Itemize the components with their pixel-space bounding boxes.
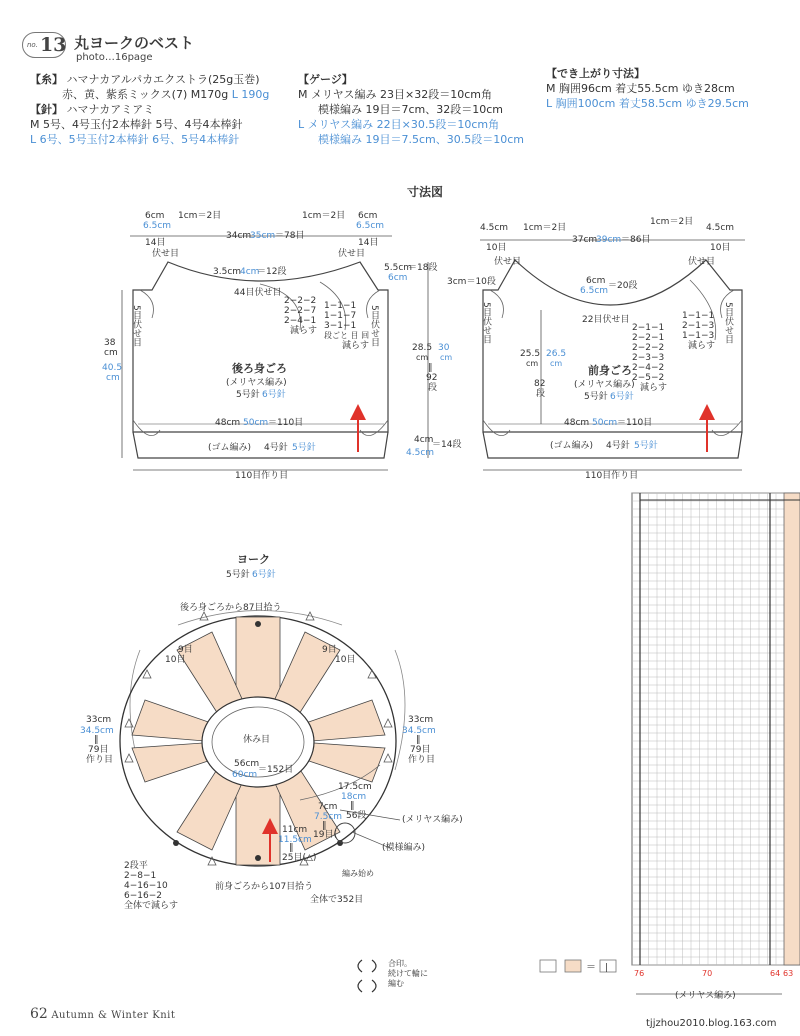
watermark: tjjzhou2010.blog.163.com xyxy=(646,1018,777,1029)
chart-stockinette-label: (メリヤス編み) xyxy=(675,991,736,1001)
yoke-right-m: 33cm xyxy=(408,715,434,725)
needle-m: M 5号、4号玉付2本棒針 5号、4号4本棒針 xyxy=(30,118,243,131)
front-dec-a1: 2−1−1 xyxy=(632,323,665,333)
back-width-sts: ＝78目 xyxy=(275,231,305,241)
yoke-stockinette-label: (メリヤス編み) xyxy=(402,815,463,825)
back-neck-dec-rows: ＝12段 xyxy=(257,267,287,277)
back-dec-a3: 2−4−1 xyxy=(284,316,317,326)
mid-rows: 92 xyxy=(426,373,438,383)
chart-col-63: 63 xyxy=(783,969,794,978)
front-bindoff-left: 伏せ目 xyxy=(494,257,522,267)
yoke-dec5: 全体で減らす xyxy=(124,901,179,911)
back-width-l: 35cm xyxy=(250,231,276,241)
yarn-l: L 190g xyxy=(231,88,270,101)
back-height-unit: cm xyxy=(104,348,118,358)
front-bottom-width-m: 48cm xyxy=(564,418,590,428)
yoke-top-pick: 後ろ身ごろから87目拾う xyxy=(180,603,282,613)
back-bottom-width-m: 48cm xyxy=(215,418,241,428)
yoke-dim2-sts: 19目( xyxy=(313,830,337,840)
gauge-m-line1: M メリヤス編み 23目×32段＝10cm角 xyxy=(298,88,493,101)
back-dec-a1: 2−2−2 xyxy=(284,296,317,306)
mid-rows-unit: 段 xyxy=(428,383,438,393)
pattern-no-prefix: no. xyxy=(27,41,38,49)
back-center-bindoff: 44目伏せ目 xyxy=(234,288,282,298)
yoke-dim1-eq: ‖ xyxy=(350,801,355,811)
mid-height-m: 28.5 xyxy=(412,343,433,353)
yoke-dec1: 2段平 xyxy=(124,861,148,871)
legend-knit-symbol: | xyxy=(605,963,609,973)
front-top-rule-right: 1cm＝2目 xyxy=(650,217,694,227)
yoke-left-sts: 79目 xyxy=(88,745,109,755)
back-dec-b2: 1−1−7 xyxy=(324,311,357,321)
yoke-dim2-l: 7.5cm xyxy=(314,812,343,822)
front-dec-a-label: 減らす xyxy=(640,383,668,393)
yoke-dim3-rows: 25目(△) xyxy=(282,853,317,863)
yoke-left-l: 34.5cm xyxy=(80,726,114,736)
back-stitch: (メリヤス編み) xyxy=(226,378,287,388)
front-neck-m: 6cm xyxy=(586,276,606,286)
back-shoulder-l-right: 6.5cm xyxy=(356,221,385,231)
page-number: 62 xyxy=(30,1006,48,1022)
legend-eq: ＝ xyxy=(586,962,596,973)
back-shoulder-m: 6cm xyxy=(145,211,165,221)
front-rib: (ゴム編み) xyxy=(550,441,594,451)
schematic-title: 寸法図 xyxy=(406,185,444,199)
yoke-ten-left: 10目 xyxy=(165,655,186,665)
front-dec-a4: 2−3−3 xyxy=(632,353,665,363)
front-height-m: 25.5 xyxy=(520,349,541,359)
front-cast-on: 110目作り目 xyxy=(585,471,639,481)
back-dec-b1: 1−1−1 xyxy=(324,301,357,311)
needle-brand: ハマナカアミアミ xyxy=(66,103,155,116)
front-bottom-width-l: 50cm xyxy=(592,418,618,428)
front-dec-a3: 2−2−2 xyxy=(632,343,665,353)
yoke-right-sts: 79目 xyxy=(410,745,431,755)
mid-rows-eq: ‖ xyxy=(428,363,433,373)
front-dec-b3: 1−1−3 xyxy=(682,331,715,341)
back-bottom-width-l: 50cm xyxy=(243,418,269,428)
yoke-right-cast: 作り目 xyxy=(408,755,436,765)
back-shoulder-sts-left: 14目 xyxy=(145,238,166,248)
front-needle-m: 5号針 xyxy=(584,392,608,402)
yoke-dim1-m: 17.5cm xyxy=(338,782,372,792)
finished-m: M 胸囲96cm 着丈55.5cm ゆき28cm xyxy=(546,82,735,95)
yoke-left-eq: ‖ xyxy=(94,735,99,745)
mid-bot-m: 4cm xyxy=(414,435,434,445)
yoke-dim2-m: 7cm xyxy=(318,802,338,812)
front-side-rows: 3cm＝10段 xyxy=(447,277,496,287)
yoke-left-m: 33cm xyxy=(86,715,112,725)
yoke-inner-sts: ＝152目 xyxy=(258,765,294,775)
yoke-nine-left: 9目 xyxy=(178,645,193,655)
chart-grid xyxy=(632,493,800,965)
back-shoulder-sts-right: 14目 xyxy=(358,238,379,248)
back-width-m: 34cm xyxy=(226,231,252,241)
mid-top-l: 6cm xyxy=(388,273,408,283)
front-height-l: 26.5 xyxy=(546,349,567,359)
front-center-bindoff: 22目伏せ目 xyxy=(582,315,630,325)
back-dec-b-label: 減らす xyxy=(342,341,370,351)
front-dec-b1: 1−1−1 xyxy=(682,311,715,321)
yoke-needle-l: 6号針 xyxy=(252,570,276,580)
yoke-center-rest: 休み目 xyxy=(243,735,271,745)
front-width-m: 37cm xyxy=(572,235,598,245)
yoke-dim1-rows: 56段 xyxy=(346,811,367,821)
gauge-m-line2: 模様編み 19目＝7cm、32段＝10cm xyxy=(318,103,504,116)
chart-col-70: 70 xyxy=(702,969,713,978)
yoke-dim2-eq: ‖ xyxy=(322,821,327,831)
front-dec-a5: 2−4−2 xyxy=(632,363,665,373)
back-height-l: 40.5 xyxy=(102,363,123,373)
gauge-l-line2: 模様編み 19目＝7.5cm、30.5段＝10cm xyxy=(318,133,525,146)
front-shoulder-sts: 10目 xyxy=(486,243,507,253)
back-needle-l: 6号針 xyxy=(262,390,286,400)
back-shoulder-m-right: 6cm xyxy=(358,211,378,221)
back-bindoff-right: 伏せ目 xyxy=(338,249,366,259)
gauge-l-line1: L メリヤス編み 22目×30.5段＝10cm角 xyxy=(298,118,500,131)
front-height-unit-l: cm xyxy=(550,359,563,368)
back-bindoff-left: 伏せ目 xyxy=(152,249,180,259)
back-dec-a-label: 減らす xyxy=(290,326,318,336)
legend-join1: 合印。 xyxy=(388,959,412,968)
yoke-bottom-pick: 前身ごろから107目拾う xyxy=(215,882,314,892)
front-height-rows: 82 xyxy=(534,379,546,389)
photo-reference: photo…16page xyxy=(76,52,153,63)
front-rib-needle-m: 4号針 xyxy=(606,441,630,451)
legend-join2: 続けて輪に xyxy=(388,969,428,978)
pattern-title: 丸ヨークのベスト xyxy=(74,34,195,52)
front-side-bind-right: 5目伏せ目 xyxy=(723,302,733,344)
legend-white-square xyxy=(540,960,556,972)
back-neck-dec-m: 3.5cm xyxy=(213,267,242,277)
back-needle-m: 5号針 xyxy=(236,390,260,400)
mid-bot-l: 4.5cm xyxy=(406,448,435,458)
back-top-rule-right: 1cm＝2目 xyxy=(302,211,346,221)
yoke-inner-l: 60cm xyxy=(232,770,258,780)
yarn-label: 【糸】 xyxy=(30,73,63,86)
back-bottom-width-sts: ＝110目 xyxy=(268,418,304,428)
yoke-total: 全体で352目 xyxy=(310,895,364,905)
yoke-dec4: 6−16−2 xyxy=(124,891,162,901)
front-width-sts: ＝86目 xyxy=(621,235,651,245)
front-top-rule-left: 1cm＝2目 xyxy=(523,223,567,233)
needle-label: 【針】 xyxy=(30,103,63,116)
footer xyxy=(30,1006,175,1022)
back-neck-dec-l: 4cm xyxy=(240,267,260,277)
front-neck-rows: ＝20段 xyxy=(608,281,638,291)
mid-top-m: 5.5cm xyxy=(384,263,413,273)
pattern-number: 13 xyxy=(39,34,67,56)
back-side-bind-right: 5目伏せ目 xyxy=(369,305,379,347)
front-stitch: (メリヤス編み) xyxy=(574,380,635,390)
front-shoulder-r-sts: 10目 xyxy=(710,243,731,253)
yoke-dim3-l: 11.5cm xyxy=(278,835,312,845)
yoke-right-l: 34.5cm xyxy=(402,726,436,736)
front-width-l: 39cm xyxy=(596,235,622,245)
front-bindoff-right: 伏せ目 xyxy=(688,257,716,267)
chart-col-76: 76 xyxy=(634,969,645,978)
chart-col-64: 64 xyxy=(770,969,781,978)
front-needle-l: 6号針 xyxy=(610,392,634,402)
mid-height-unit-l: cm xyxy=(440,353,453,362)
mid-top-rows: ＝18段 xyxy=(408,263,438,273)
yoke-left-cast: 作り目 xyxy=(86,755,114,765)
book-title: Autumn & Winter Knit xyxy=(51,1010,176,1021)
mid-bot-rows: ＝14段 xyxy=(432,440,462,450)
back-rib: (ゴム編み) xyxy=(208,443,252,453)
yoke-pattern-label: (模様編み) xyxy=(382,843,426,853)
mid-height-l: 30 xyxy=(438,343,450,353)
finished-label: 【でき上がり寸法】 xyxy=(546,67,645,80)
front-dec-b2: 2−1−3 xyxy=(682,321,715,331)
yoke-nine-right: 9目 xyxy=(322,645,337,655)
yoke-ten-right: 10目 xyxy=(335,655,356,665)
back-dec-b3: 3−1−1 xyxy=(324,321,357,331)
back-side-bind-left: 5目伏せ目 xyxy=(131,305,141,347)
front-dec-b-label: 減らす xyxy=(688,341,716,351)
front-shoulder-r-m: 4.5cm xyxy=(706,223,735,233)
yoke-dim3-eq: ‖ xyxy=(289,843,294,853)
back-height-m: 38 xyxy=(104,338,116,348)
front-height-unit: cm xyxy=(526,359,539,368)
back-cast-on: 110目作り目 xyxy=(235,471,289,481)
yoke-start-label: 編み始め xyxy=(342,869,374,878)
front-neck-l: 6.5cm xyxy=(580,286,609,296)
gauge-label: 【ゲージ】 xyxy=(298,73,353,86)
legend-join-symbol xyxy=(358,960,376,992)
back-shoulder-l: 6.5cm xyxy=(143,221,172,231)
back-dec-a2: 2−2−7 xyxy=(284,306,317,316)
finished-l: L 胸囲100cm 着丈58.5cm ゆき29.5cm xyxy=(546,97,749,110)
yoke-title: ヨーク xyxy=(237,553,270,566)
yoke-dim1-l: 18cm xyxy=(341,792,367,802)
front-shoulder-m: 4.5cm xyxy=(480,223,509,233)
yarn-line2: 赤、黄、紫系ミックス(7) M170g xyxy=(62,88,229,101)
front-piece-name: 前身ごろ xyxy=(588,364,632,377)
needle-l: L 6号、5号玉付2本棒針 6号、5号4本棒針 xyxy=(30,133,240,146)
legend-peach-square xyxy=(565,960,581,972)
back-piece-name: 後ろ身ごろ xyxy=(232,362,287,375)
yoke-inner-m: 56cm xyxy=(234,759,260,769)
back-rib-needle-l: 5号針 xyxy=(292,443,316,453)
front-dec-a2: 2−2−1 xyxy=(632,333,665,343)
back-rib-needle-m: 4号針 xyxy=(264,443,288,453)
front-bottom-width-sts: ＝110目 xyxy=(617,418,653,428)
yoke-dec2: 2−8−1 xyxy=(124,871,157,881)
mid-height-unit: cm xyxy=(416,353,429,362)
front-dec-a6: 2−5−2 xyxy=(632,373,665,383)
yoke-dec3: 4−16−10 xyxy=(124,881,168,891)
yoke-needle-m: 5号針 xyxy=(226,570,250,580)
back-dec-b4: 段ごと 目 回 xyxy=(324,331,370,340)
legend-join3: 編む xyxy=(388,979,404,988)
front-height-rows-unit: 段 xyxy=(536,389,546,399)
front-side-bind-left: 5目伏せ目 xyxy=(481,302,491,344)
yarn-line1: ハマナカアルパカエクストラ(25g玉巻) xyxy=(66,73,260,86)
back-top-rule: 1cm＝2目 xyxy=(178,211,222,221)
back-height-l-unit: cm xyxy=(106,373,120,383)
yoke-right-eq: ‖ xyxy=(416,735,421,745)
yoke-dim3-m: 11cm xyxy=(282,825,308,835)
front-rib-needle-l: 5号針 xyxy=(634,441,658,451)
